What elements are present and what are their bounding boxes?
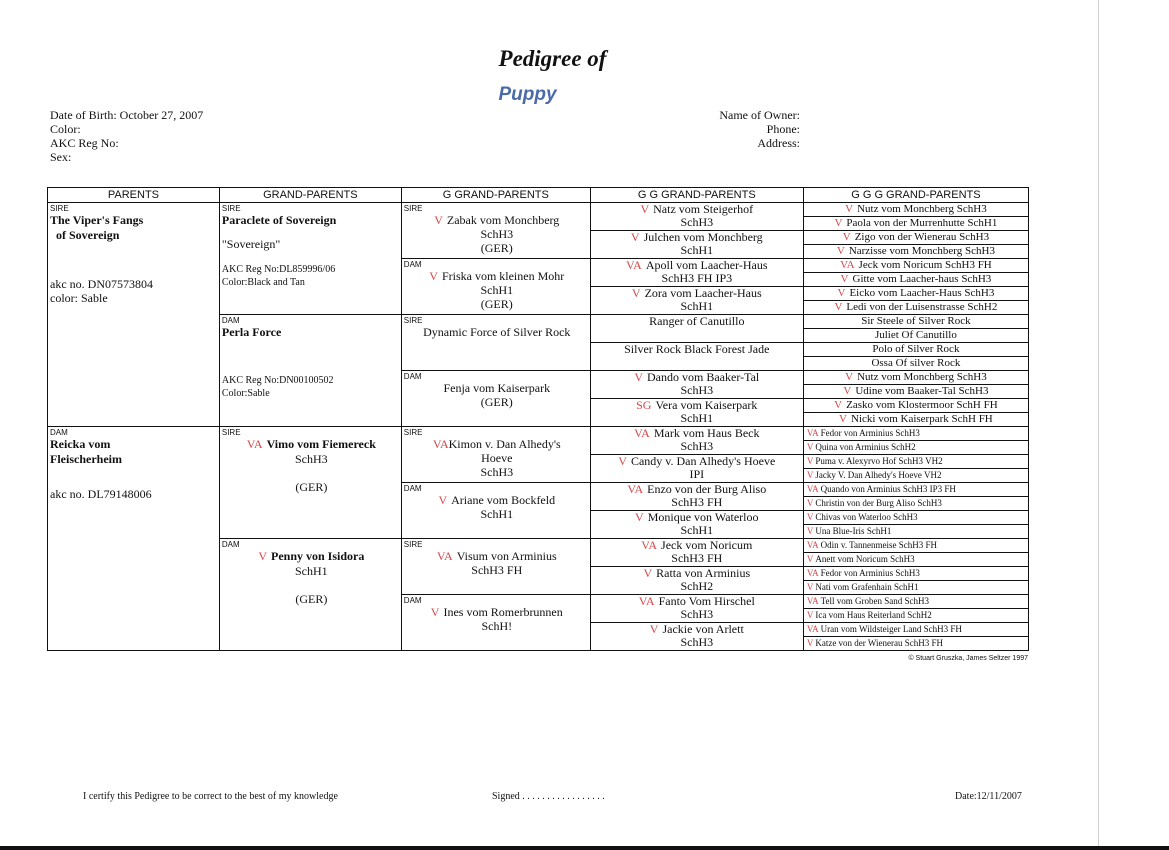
dam-name: Reicka vom Fleischerheim — [50, 437, 122, 466]
g4-cell: V Jackie von Arlett SchH3 — [590, 623, 803, 651]
sire-reg: akc no. DN07573804 — [50, 277, 153, 291]
grandparent-ss: SIRE Paraclete of Sovereign "Sovereign" AKC Reg No:DL859996/06 Color:Black and Tan — [219, 203, 401, 315]
g3-cell: DAM V Friska vom kleinen Mohr SchH1 (GER) — [401, 259, 590, 315]
g5-pair: VA Uran vom Wildsteiger Land SchH3 FH V Katze von der Wienerau SchH3 FH — [803, 623, 1028, 651]
g4-cell: Ranger of Canutillo — [590, 315, 803, 343]
g5-pair: VA Fedor von Arminius SchH3 V Nati vom Grafenhain SchH1 — [803, 567, 1028, 595]
grandparent-sd: DAM Perla Force AKC Reg No:DN00100502 Color:Sable — [219, 315, 401, 427]
g4-cell: VA Mark vom Haus Beck SchH3 — [590, 427, 803, 455]
akc-reg-field: AKC Reg No: — [50, 136, 119, 150]
g3-cell: SIRE VAKimon v. Dan Alhedy's Hoeve SchH3 — [401, 427, 590, 483]
dam-reg: akc no. DL79148006 — [50, 487, 152, 501]
g5-pair: VA Fedor von Arminius SchH3 V Quina von Arminius SchH2 — [803, 427, 1028, 455]
birth-date: Date of Birth: October 27, 2007 — [50, 108, 204, 122]
g4-cell: VA Apoll vom Laacher-Haus SchH3 FH IP3 — [590, 259, 803, 287]
g4-cell: V Candy v. Dan Alhedy's Hoeve IPI — [590, 455, 803, 483]
g5-pair: V Chivas von Waterloo SchH3 V Una Blue-Iris SchH1 — [803, 511, 1028, 539]
sire-color: color: Sable — [50, 291, 108, 305]
g5-pair: VA Jeck vom Noricum SchH3 FH V Gitte vom Laacher-haus SchH3 — [803, 259, 1028, 287]
signed-line: Signed . . . . . . . . . . . . . . . . . — [492, 791, 605, 802]
g4-cell: V Monique von Waterloo SchH1 — [590, 511, 803, 539]
g5-pair: V Zigo von der Wienerau SchH3 V Narzisse vom Monchberg SchH3 — [803, 231, 1028, 259]
g3-cell: DAM V Ariane vom Bockfeld SchH1 — [401, 483, 590, 539]
owner-info — [640, 108, 800, 150]
g3-cell: DAM V Ines vom Romerbrunnen SchH! — [401, 595, 590, 651]
g4-cell: V Dando vom Baaker-Tal SchH3 — [590, 371, 803, 399]
g5-pair: V Eicko vom Laacher-Haus SchH3 V Ledi von der Luisenstrasse SchH2 — [803, 287, 1028, 315]
g5-pair: VA Odin v. Tannenmeise SchH3 FH V Anett vom Noricum SchH3 — [803, 539, 1028, 567]
date-text: Date:12/11/2007 — [955, 791, 1022, 802]
dog-info — [50, 108, 203, 164]
col-g-grand-parents: G GRAND-PARENTS — [401, 188, 590, 203]
g4-cell: SG Vera vom Kaiserpark SchH1 — [590, 399, 803, 427]
certify-text: I certify this Pedigree to be correct to the best of my knowledge — [83, 791, 338, 802]
owner-field: Name of Owner: — [719, 108, 800, 122]
copyright-note: © Stuart Gruszka, James Seltzer 1997 — [908, 655, 1028, 662]
g3-cell: SIRE Dynamic Force of Silver Rock — [401, 315, 590, 371]
phone-field: Phone: — [766, 122, 800, 136]
page-title: Pedigree of — [498, 46, 607, 71]
page-edge — [1098, 0, 1099, 850]
parent-dam: DAM Reicka vom Fleischerheim akc no. DL79148006 — [48, 427, 220, 651]
grandparent-dd: DAM V Penny von Isidora SchH1 (GER) — [219, 539, 401, 651]
sex-field: Sex: — [50, 150, 72, 164]
sire-name: The Viper's Fangs of Sovereign — [50, 213, 144, 242]
pedigree-table — [47, 187, 1029, 651]
g4-cell: V Zora vom Laacher-Haus SchH1 — [590, 287, 803, 315]
address-field: Address: — [757, 136, 800, 150]
g4-cell: V Ratta von Arminius SchH2 — [590, 567, 803, 595]
g4-cell: VA Jeck vom Noricum SchH3 FH — [590, 539, 803, 567]
g5-pair: VA Quando von Arminius SchH3 IP3 FH V Christin von der Burg Aliso SchH3 — [803, 483, 1028, 511]
g4-cell: Silver Rock Black Forest Jade — [590, 343, 803, 371]
g5-pair: V Puma v. Alexyrvo Hof SchH3 VH2 V Jacky V. Dan Alhedy's Hoeve VH2 — [803, 455, 1028, 483]
g5-pair: Polo of Silver Rock Ossa Of silver Rock — [803, 343, 1028, 371]
g5-pair: V Zasko vom Klostermoor SchH FH V Nicki vom Kaiserpark SchH FH — [803, 399, 1028, 427]
col-parents: PARENTS — [48, 188, 220, 203]
g5-pair: V Nutz vom Monchberg SchH3 V Udine vom Baaker-Tal SchH3 — [803, 371, 1028, 399]
bottom-edge — [0, 846, 1169, 850]
g4-cell: VA Enzo von der Burg Aliso SchH3 FH — [590, 483, 803, 511]
g4-cell: V Natz vom Steigerhof SchH3 — [590, 203, 803, 231]
dog-name: Puppy — [498, 84, 557, 105]
col-ggg-grand-parents: G G G GRAND-PARENTS — [803, 188, 1028, 203]
g4-cell: VA Fanto Vom Hirschel SchH3 — [590, 595, 803, 623]
grandparent-ds: SIRE VA Vimo vom Fiemereck SchH3 (GER) — [219, 427, 401, 539]
g5-pair: V Nutz vom Monchberg SchH3 V Paola von der Murrenhutte SchH1 — [803, 203, 1028, 231]
g3-cell: SIRE V Zabak vom Monchberg SchH3 (GER) — [401, 203, 590, 259]
col-grand-parents: GRAND-PARENTS — [219, 188, 401, 203]
g3-cell: DAM Fenja vom Kaiserpark (GER) — [401, 371, 590, 427]
g5-pair: VA Tell vom Groben Sand SchH3 V Ica vom Haus Reiterland SchH2 — [803, 595, 1028, 623]
g3-cell: SIRE VA Visum von Arminius SchH3 FH — [401, 539, 590, 595]
g4-cell: V Julchen vom Monchberg SchH1 — [590, 231, 803, 259]
g5-pair: Sir Steele of Silver Rock Juliet Of Canutillo — [803, 315, 1028, 343]
col-gg-grand-parents: G G GRAND-PARENTS — [590, 188, 803, 203]
color-field: Color: — [50, 122, 81, 136]
parent-sire: SIRE The Viper's Fangs of Sovereign akc no. DN07573804 color: Sable — [48, 203, 220, 427]
